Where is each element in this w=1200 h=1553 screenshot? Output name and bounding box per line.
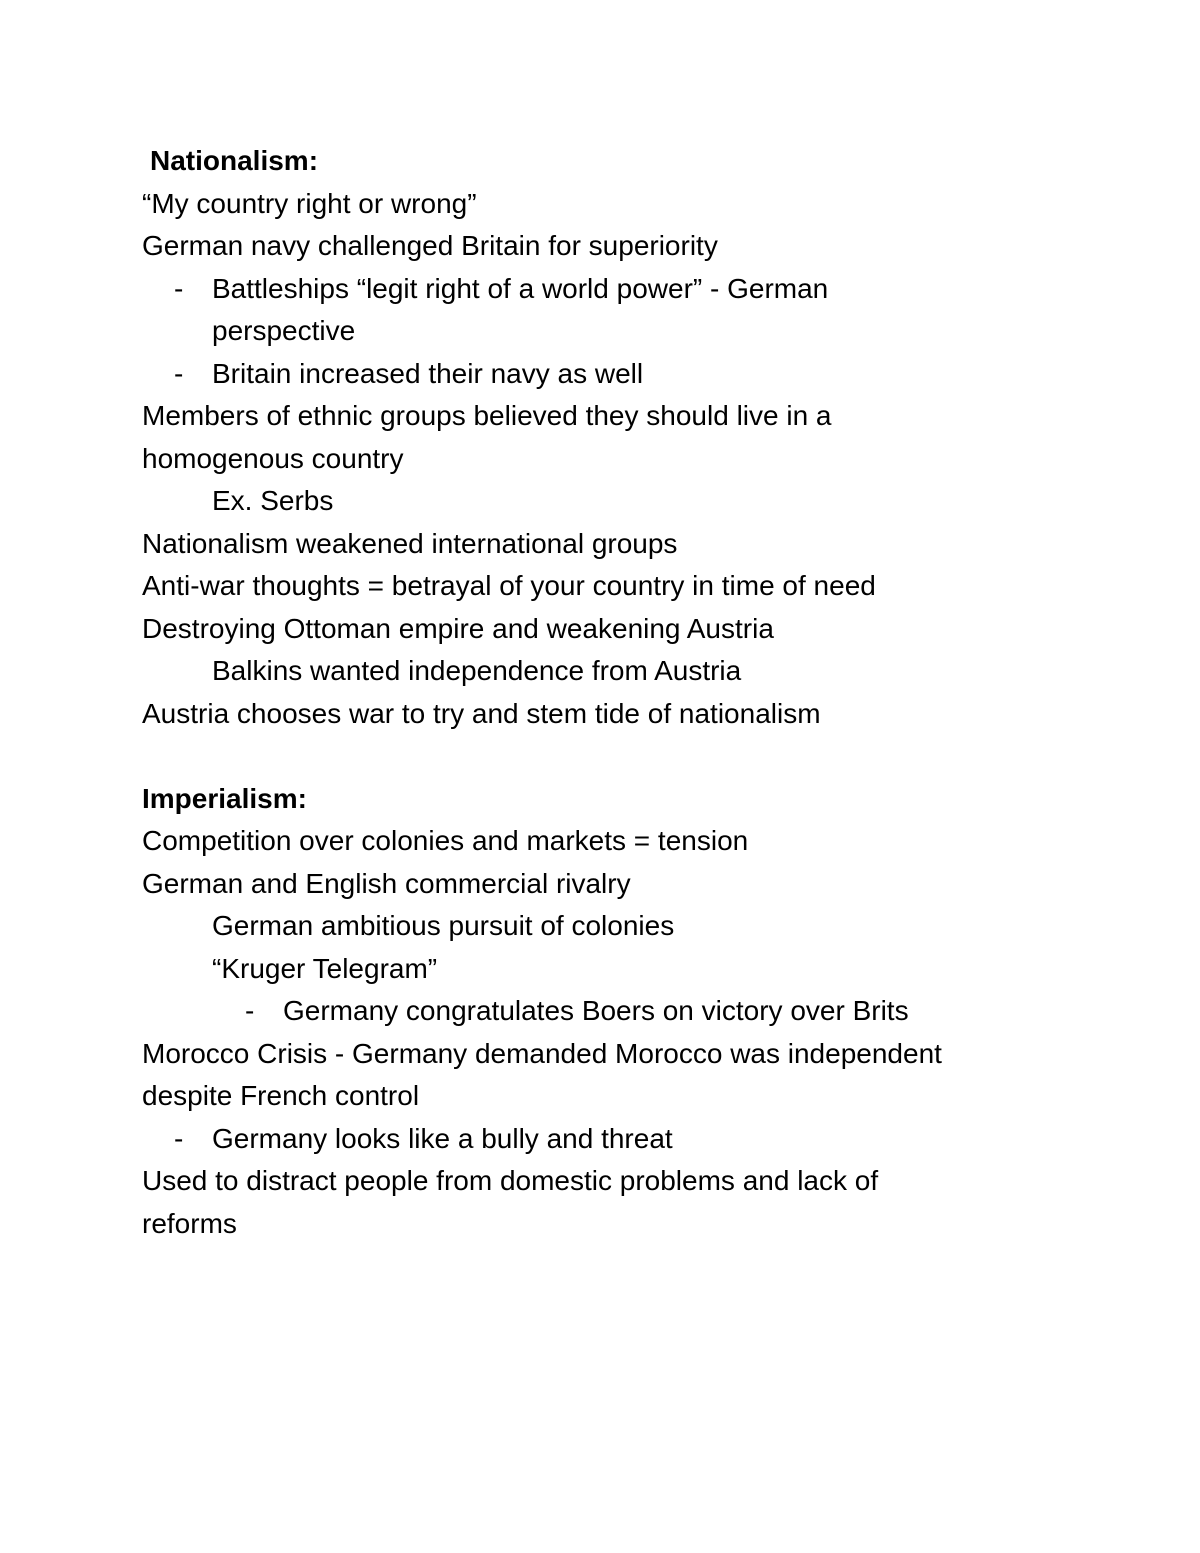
text-line: Destroying Ottoman empire and weakening Austria xyxy=(142,612,774,644)
dash-bullet: - xyxy=(174,1122,184,1154)
indented-line: “Kruger Telegram” xyxy=(212,952,438,984)
bullet-text: Britain increased their navy as well xyxy=(212,357,644,389)
text-line: “My country right or wrong” xyxy=(142,187,477,219)
nationalism-heading: Nationalism: xyxy=(150,145,319,176)
indented-line: Balkins wanted independence from Austria xyxy=(212,655,742,686)
text-line: German and English commercial rivalry xyxy=(142,867,631,899)
bullet-text: Germany looks like a bully and threat xyxy=(212,1122,673,1154)
text-line: Members of ethnic groups believed they should live in a xyxy=(142,400,832,431)
blank-line xyxy=(142,735,1122,778)
dash-bullet: - xyxy=(245,995,255,1026)
text-line: Competition over colonies and markets = tension xyxy=(142,825,749,856)
text-line: Morocco Crisis - Germany demanded Morocco was independent xyxy=(142,1037,942,1069)
bullet-continuation: perspective xyxy=(212,315,356,346)
bullet-item xyxy=(142,268,1122,311)
imperialism-heading: Imperialism: xyxy=(142,782,307,814)
bullet-text: Germany congratulates Boers on victory over Brits xyxy=(283,995,909,1026)
text-line: Nationalism weakened international groups xyxy=(142,527,678,559)
notes-body xyxy=(142,140,1122,1245)
indented-line: German ambitious pursuit of colonies xyxy=(212,910,675,941)
bullet-item xyxy=(142,990,1122,1033)
dash-bullet: - xyxy=(174,357,184,389)
text-line: reforms xyxy=(142,1207,237,1239)
indented-line: Ex. Serbs xyxy=(212,485,334,516)
bullet-item xyxy=(142,353,1122,396)
dash-bullet: - xyxy=(174,272,184,304)
text-line: despite French control xyxy=(142,1080,420,1111)
text-line: Used to distract people from domestic problems and lack of xyxy=(142,1165,879,1196)
text-line: homogenous country xyxy=(142,442,404,474)
bullet-item xyxy=(142,1118,1122,1161)
text-line: Austria chooses war to try and stem tide of nationalism xyxy=(142,697,821,729)
text-line: Anti-war thoughts = betrayal of your country in time of need xyxy=(142,570,876,601)
text-line: German navy challenged Britain for superiority xyxy=(142,230,718,261)
bullet-text: Battleships “legit right of a world power” - German xyxy=(212,272,829,304)
